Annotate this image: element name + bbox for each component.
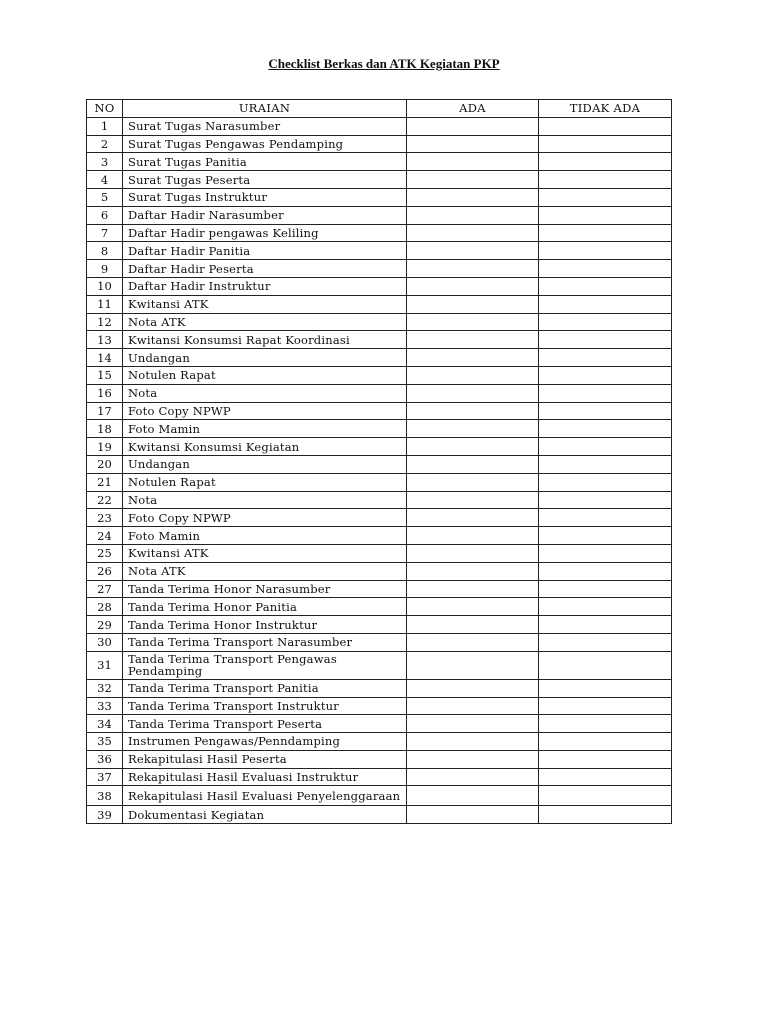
row-tidak-ada-cell[interactable] xyxy=(539,117,672,135)
row-tidak-ada-cell[interactable] xyxy=(539,679,672,697)
table-row xyxy=(87,580,672,598)
row-tidak-ada-cell[interactable] xyxy=(539,420,672,438)
table-row xyxy=(87,206,672,224)
row-uraian: Nota xyxy=(123,491,407,509)
row-ada-cell[interactable] xyxy=(407,420,539,438)
row-ada-cell[interactable] xyxy=(407,188,539,206)
row-tidak-ada-cell[interactable] xyxy=(539,384,672,402)
row-number: 1 xyxy=(87,117,123,135)
row-ada-cell[interactable] xyxy=(407,384,539,402)
table-row xyxy=(87,224,672,242)
row-tidak-ada-cell[interactable] xyxy=(539,806,672,824)
row-uraian: Kwitansi ATK xyxy=(123,544,407,562)
header-no: NO xyxy=(87,100,123,118)
row-ada-cell[interactable] xyxy=(407,580,539,598)
row-ada-cell[interactable] xyxy=(407,768,539,786)
row-uraian: Undangan xyxy=(123,455,407,473)
row-ada-cell[interactable] xyxy=(407,806,539,824)
row-number: 25 xyxy=(87,544,123,562)
row-number: 2 xyxy=(87,135,123,153)
row-number: 37 xyxy=(87,768,123,786)
page-title: Checklist Berkas dan ATK Kegiatan PKP xyxy=(268,56,500,71)
checklist-table xyxy=(86,99,672,824)
header-ada: ADA xyxy=(407,100,539,118)
row-uraian: Notulen Rapat xyxy=(123,473,407,491)
row-number: 16 xyxy=(87,384,123,402)
row-number: 12 xyxy=(87,313,123,331)
row-uraian: Nota ATK xyxy=(123,313,407,331)
row-tidak-ada-cell[interactable] xyxy=(539,473,672,491)
row-ada-cell[interactable] xyxy=(407,750,539,768)
row-uraian: Rekapitulasi Hasil Evaluasi Penyelenggaraan xyxy=(123,786,407,806)
row-ada-cell[interactable] xyxy=(407,171,539,189)
row-tidak-ada-cell[interactable] xyxy=(539,562,672,580)
row-tidak-ada-cell[interactable] xyxy=(539,331,672,349)
row-ada-cell[interactable] xyxy=(407,260,539,278)
row-uraian: Surat Tugas Instruktur xyxy=(123,188,407,206)
row-tidak-ada-cell[interactable] xyxy=(539,768,672,786)
row-uraian: Foto Mamin xyxy=(123,420,407,438)
table-header-row xyxy=(87,100,672,118)
row-uraian: Nota xyxy=(123,384,407,402)
header-uraian: URAIAN xyxy=(123,100,407,118)
row-uraian: Daftar Hadir pengawas Keliling xyxy=(123,224,407,242)
table-row xyxy=(87,598,672,616)
row-number: 6 xyxy=(87,206,123,224)
row-number: 23 xyxy=(87,509,123,527)
row-number: 34 xyxy=(87,715,123,733)
row-tidak-ada-cell[interactable] xyxy=(539,786,672,806)
row-number: 20 xyxy=(87,455,123,473)
row-tidak-ada-cell[interactable] xyxy=(539,224,672,242)
row-number: 27 xyxy=(87,580,123,598)
row-uraian: Kwitansi ATK xyxy=(123,295,407,313)
row-uraian: Tanda Terima Transport Panitia xyxy=(123,679,407,697)
row-number: 31 xyxy=(87,651,123,679)
row-number: 9 xyxy=(87,260,123,278)
row-number: 13 xyxy=(87,331,123,349)
table-row xyxy=(87,715,672,733)
table-row xyxy=(87,616,672,634)
table-row xyxy=(87,171,672,189)
row-uraian: Tanda Terima Honor Instruktur xyxy=(123,616,407,634)
row-number: 29 xyxy=(87,616,123,634)
row-ada-cell[interactable] xyxy=(407,295,539,313)
row-tidak-ada-cell[interactable] xyxy=(539,277,672,295)
row-uraian: Foto Copy NPWP xyxy=(123,402,407,420)
row-ada-cell[interactable] xyxy=(407,366,539,384)
row-tidak-ada-cell[interactable] xyxy=(539,349,672,367)
row-uraian: Daftar Hadir Panitia xyxy=(123,242,407,260)
row-number: 14 xyxy=(87,349,123,367)
table-row xyxy=(87,242,672,260)
row-number: 22 xyxy=(87,491,123,509)
row-tidak-ada-cell[interactable] xyxy=(539,455,672,473)
row-tidak-ada-cell[interactable] xyxy=(539,153,672,171)
row-ada-cell[interactable] xyxy=(407,733,539,751)
table-row xyxy=(87,135,672,153)
row-ada-cell[interactable] xyxy=(407,697,539,715)
row-tidak-ada-cell[interactable] xyxy=(539,188,672,206)
row-uraian: Instrumen Pengawas/Penndamping xyxy=(123,733,407,751)
row-tidak-ada-cell[interactable] xyxy=(539,135,672,153)
row-ada-cell[interactable] xyxy=(407,455,539,473)
row-uraian: Tanda Terima Honor Panitia xyxy=(123,598,407,616)
row-ada-cell[interactable] xyxy=(407,527,539,545)
row-uraian: Rekapitulasi Hasil Evaluasi Instruktur xyxy=(123,768,407,786)
row-number: 36 xyxy=(87,750,123,768)
row-tidak-ada-cell[interactable] xyxy=(539,295,672,313)
row-tidak-ada-cell[interactable] xyxy=(539,633,672,651)
row-number: 5 xyxy=(87,188,123,206)
row-number: 19 xyxy=(87,438,123,456)
table-row xyxy=(87,527,672,545)
row-uraian: Tanda Terima Transport Pengawas Pendamping xyxy=(123,651,407,679)
table-row xyxy=(87,384,672,402)
row-number: 4 xyxy=(87,171,123,189)
row-number: 32 xyxy=(87,679,123,697)
row-tidak-ada-cell[interactable] xyxy=(539,616,672,634)
table-row xyxy=(87,768,672,786)
row-ada-cell[interactable] xyxy=(407,715,539,733)
row-tidak-ada-cell[interactable] xyxy=(539,509,672,527)
row-ada-cell[interactable] xyxy=(407,633,539,651)
row-tidak-ada-cell[interactable] xyxy=(539,697,672,715)
row-uraian: Foto Copy NPWP xyxy=(123,509,407,527)
row-tidak-ada-cell[interactable] xyxy=(539,750,672,768)
row-uraian: Kwitansi Konsumsi Kegiatan xyxy=(123,438,407,456)
row-ada-cell[interactable] xyxy=(407,224,539,242)
row-number: 33 xyxy=(87,697,123,715)
table-row xyxy=(87,313,672,331)
row-tidak-ada-cell[interactable] xyxy=(539,171,672,189)
row-number: 28 xyxy=(87,598,123,616)
row-uraian: Surat Tugas Peserta xyxy=(123,171,407,189)
table-row xyxy=(87,679,672,697)
table-row xyxy=(87,633,672,651)
row-tidak-ada-cell[interactable] xyxy=(539,580,672,598)
row-ada-cell[interactable] xyxy=(407,438,539,456)
row-ada-cell[interactable] xyxy=(407,786,539,806)
table-row xyxy=(87,277,672,295)
table-row xyxy=(87,260,672,278)
row-number: 17 xyxy=(87,402,123,420)
table-row xyxy=(87,366,672,384)
row-tidak-ada-cell[interactable] xyxy=(539,651,672,679)
row-ada-cell[interactable] xyxy=(407,331,539,349)
table-row xyxy=(87,750,672,768)
row-tidak-ada-cell[interactable] xyxy=(539,544,672,562)
table-row xyxy=(87,562,672,580)
row-number: 38 xyxy=(87,786,123,806)
row-uraian: Daftar Hadir Peserta xyxy=(123,260,407,278)
row-uraian: Nota ATK xyxy=(123,562,407,580)
header-tidak-ada: TIDAK ADA xyxy=(539,100,672,118)
table-row xyxy=(87,473,672,491)
row-number: 21 xyxy=(87,473,123,491)
row-ada-cell[interactable] xyxy=(407,242,539,260)
row-number: 26 xyxy=(87,562,123,580)
table-row xyxy=(87,697,672,715)
row-tidak-ada-cell[interactable] xyxy=(539,527,672,545)
table-row xyxy=(87,117,672,135)
row-tidak-ada-cell[interactable] xyxy=(539,206,672,224)
row-ada-cell[interactable] xyxy=(407,135,539,153)
row-tidak-ada-cell[interactable] xyxy=(539,438,672,456)
table-body xyxy=(87,117,672,823)
row-number: 3 xyxy=(87,153,123,171)
row-ada-cell[interactable] xyxy=(407,616,539,634)
table-row xyxy=(87,651,672,679)
table-row xyxy=(87,349,672,367)
row-ada-cell[interactable] xyxy=(407,509,539,527)
table-row xyxy=(87,786,672,806)
row-ada-cell[interactable] xyxy=(407,402,539,420)
row-tidak-ada-cell[interactable] xyxy=(539,366,672,384)
row-number: 24 xyxy=(87,527,123,545)
table-row xyxy=(87,491,672,509)
row-uraian: Surat Tugas Narasumber xyxy=(123,117,407,135)
row-ada-cell[interactable] xyxy=(407,598,539,616)
row-number: 7 xyxy=(87,224,123,242)
row-number: 15 xyxy=(87,366,123,384)
row-number: 10 xyxy=(87,277,123,295)
row-ada-cell[interactable] xyxy=(407,679,539,697)
row-uraian: Dokumentasi Kegiatan xyxy=(123,806,407,824)
row-uraian: Surat Tugas Pengawas Pendamping xyxy=(123,135,407,153)
row-uraian: Tanda Terima Honor Narasumber xyxy=(123,580,407,598)
row-ada-cell[interactable] xyxy=(407,206,539,224)
row-tidak-ada-cell[interactable] xyxy=(539,491,672,509)
row-uraian: Kwitansi Konsumsi Rapat Koordinasi xyxy=(123,331,407,349)
row-uraian: Notulen Rapat xyxy=(123,366,407,384)
row-number: 39 xyxy=(87,806,123,824)
row-tidak-ada-cell[interactable] xyxy=(539,313,672,331)
table-row xyxy=(87,733,672,751)
row-tidak-ada-cell[interactable] xyxy=(539,598,672,616)
row-uraian: Tanda Terima Transport Instruktur xyxy=(123,697,407,715)
row-uraian: Rekapitulasi Hasil Peserta xyxy=(123,750,407,768)
row-tidak-ada-cell[interactable] xyxy=(539,402,672,420)
row-number: 18 xyxy=(87,420,123,438)
table-row xyxy=(87,153,672,171)
row-tidak-ada-cell[interactable] xyxy=(539,733,672,751)
table-row xyxy=(87,455,672,473)
row-ada-cell[interactable] xyxy=(407,651,539,679)
row-ada-cell[interactable] xyxy=(407,562,539,580)
table-row xyxy=(87,295,672,313)
row-uraian: Foto Mamin xyxy=(123,527,407,545)
row-number: 8 xyxy=(87,242,123,260)
table-row xyxy=(87,438,672,456)
row-tidak-ada-cell[interactable] xyxy=(539,260,672,278)
row-number: 11 xyxy=(87,295,123,313)
row-ada-cell[interactable] xyxy=(407,117,539,135)
row-tidak-ada-cell[interactable] xyxy=(539,242,672,260)
table-row xyxy=(87,544,672,562)
row-number: 35 xyxy=(87,733,123,751)
row-uraian: Tanda Terima Transport Peserta xyxy=(123,715,407,733)
row-ada-cell[interactable] xyxy=(407,544,539,562)
row-tidak-ada-cell[interactable] xyxy=(539,715,672,733)
row-ada-cell[interactable] xyxy=(407,473,539,491)
table-row xyxy=(87,402,672,420)
row-ada-cell[interactable] xyxy=(407,313,539,331)
row-ada-cell[interactable] xyxy=(407,349,539,367)
table-row xyxy=(87,331,672,349)
row-uraian: Daftar Hadir Narasumber xyxy=(123,206,407,224)
table-row xyxy=(87,188,672,206)
table-row xyxy=(87,806,672,824)
row-ada-cell[interactable] xyxy=(407,277,539,295)
row-uraian: Surat Tugas Panitia xyxy=(123,153,407,171)
table-row xyxy=(87,509,672,527)
table-row xyxy=(87,420,672,438)
row-ada-cell[interactable] xyxy=(407,153,539,171)
row-number: 30 xyxy=(87,633,123,651)
row-uraian: Tanda Terima Transport Narasumber xyxy=(123,633,407,651)
row-uraian: Daftar Hadir Instruktur xyxy=(123,277,407,295)
row-uraian: Undangan xyxy=(123,349,407,367)
row-ada-cell[interactable] xyxy=(407,491,539,509)
